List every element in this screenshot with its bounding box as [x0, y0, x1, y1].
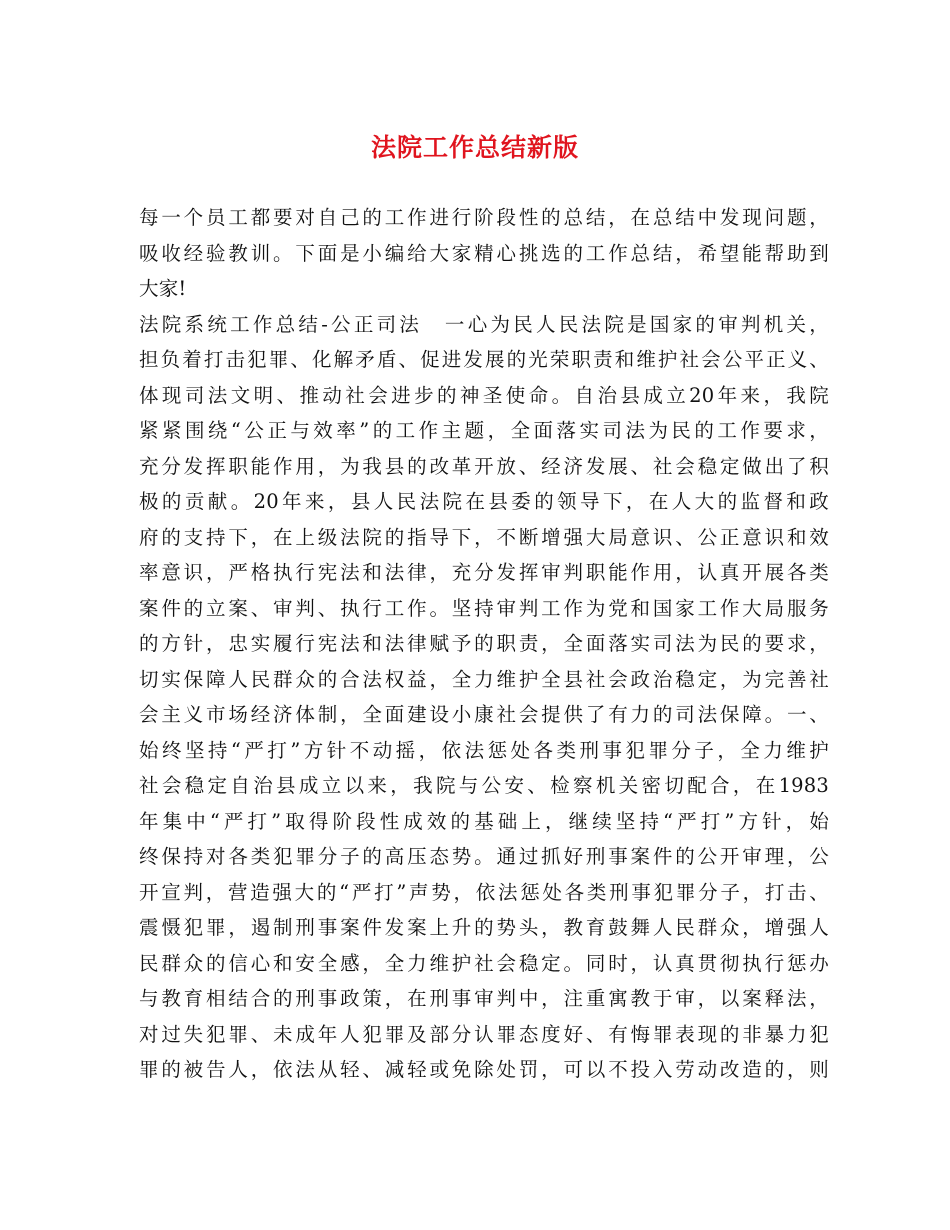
body-line: 终保持对各类犯罪分子的高压态势。通过抓好刑事案件的公开审理，公	[139, 845, 829, 868]
document-body	[139, 200, 829, 1088]
body-line: 大家!	[139, 277, 187, 300]
body-line: 紧紧围绕“公正与效率”的工作主题，全面落实司法为民的工作要求，	[139, 419, 829, 442]
body-line: 体现司法文明、推动社会进步的神圣使命。自治县成立20年来，我院	[139, 383, 829, 407]
body-line: 充分发挥职能作用，为我县的改革开放、经济发展、社会稳定做出了积	[139, 454, 829, 478]
body-line: 每一个员工都要对自己的工作进行阶段性的总结，在总结中发现问题，	[139, 206, 829, 229]
body-line: 社会稳定自治县成立以来，我院与公安、检察机关密切配合，在1983	[139, 774, 829, 797]
body-line: 开宣判，营造强大的“严打”声势，依法惩处各类刑事犯罪分子，打击、	[139, 880, 829, 904]
body-line: 年集中“严打”取得阶段性成效的基础上，继续坚持“严打”方针，始	[139, 809, 829, 833]
body-line: 极的贡献。20年来，县人民法院在县委的领导下，在人大的监督和政	[139, 490, 829, 513]
body-line: 切实保障人民群众的合法权益，全力维护全县社会政治稳定，为完善社	[139, 667, 829, 691]
body-line: 的方针，忠实履行宪法和法律赋予的职责，全面落实司法为民的要求，	[139, 632, 829, 655]
body-line: 担负着打击犯罪、化解矛盾、促进发展的光荣职责和维护社会公平正义、	[139, 348, 829, 371]
body-line: 罪的被告人，依法从轻、减轻或免除处罚，可以不投入劳动改造的，则	[139, 1058, 829, 1081]
body-line: 率意识，严格执行宪法和法律，充分发挥审判职能作用，认真开展各类	[139, 561, 829, 584]
body-line: 对过失犯罪、未成年人犯罪及部分认罪态度好、有悔罪表现的非暴力犯	[139, 1022, 829, 1046]
body-line: 震慑犯罪，遏制刑事案件发案上升的势头，教育鼓舞人民群众，增强人	[139, 916, 829, 939]
body-line: 案件的立案、审判、执行工作。坚持审判工作为党和国家工作大局服务	[139, 596, 829, 620]
body-line: 与教育相结合的刑事政策，在刑事审判中，注重寓教于审，以案释法，	[139, 987, 829, 1010]
body-line: 会主义市场经济体制，全面建设小康社会提供了有力的司法保障。一、	[139, 703, 829, 726]
body-line: 府的支持下，在上级法院的指导下，不断增强大局意识、公正意识和效	[139, 525, 829, 549]
document-title: 法院工作总结新版	[370, 133, 579, 162]
body-line: 法院系统工作总结-公正司法 一心为民人民法院是国家的审判机关，	[139, 312, 829, 336]
body-line: 民群众的信心和安全感，全力维护社会稳定。同时，认真贯彻执行惩办	[139, 951, 829, 975]
body-line: 吸收经验教训。下面是小编给大家精心挑选的工作总结，希望能帮助到	[139, 241, 829, 265]
body-line: 始终坚持“严打”方针不动摇，依法惩处各类刑事犯罪分子，全力维护	[139, 738, 829, 762]
